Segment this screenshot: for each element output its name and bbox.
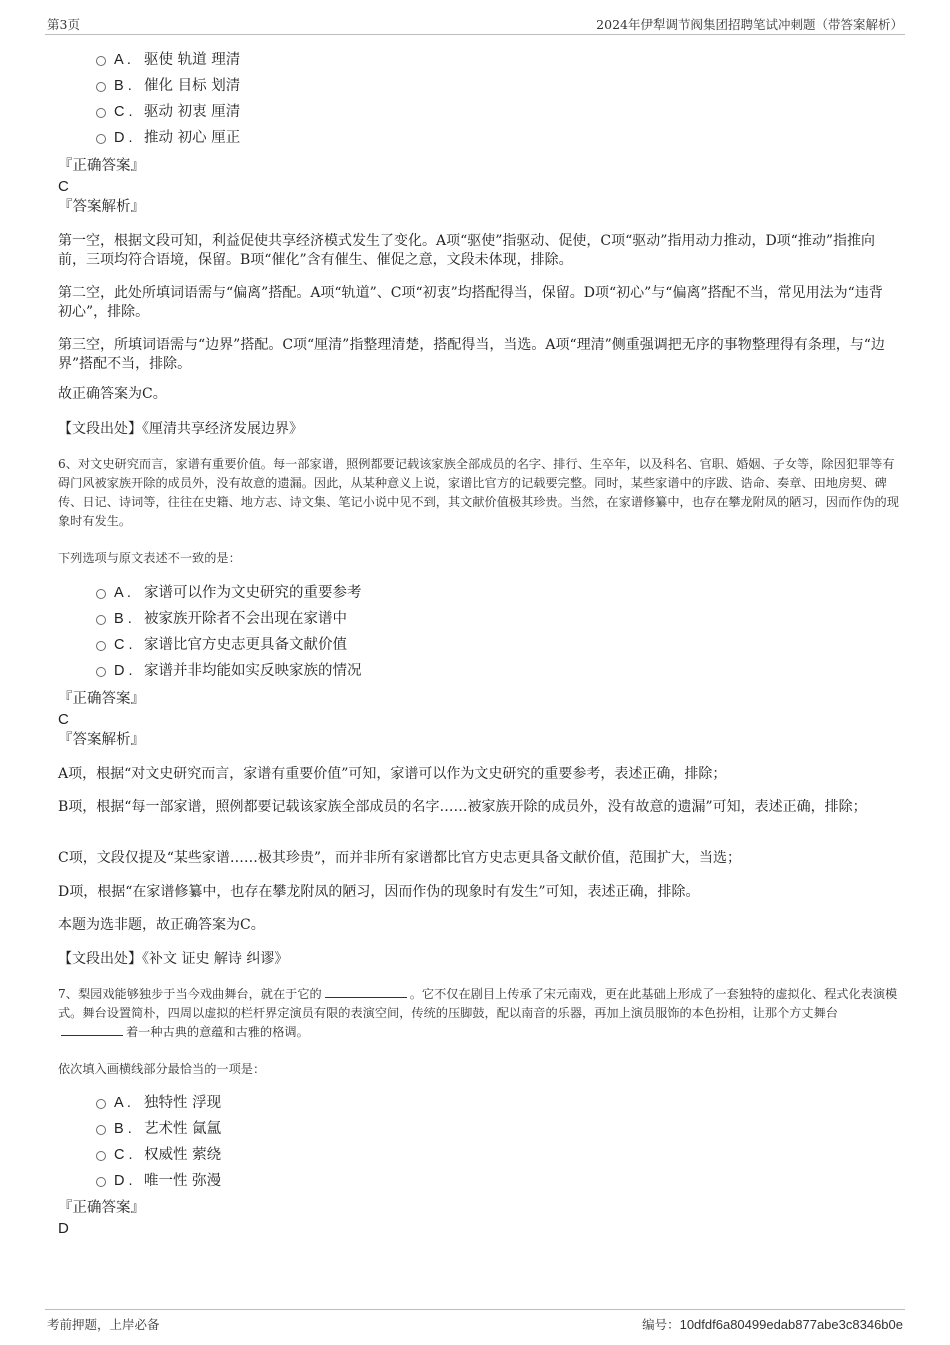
q7-options	[96, 1090, 221, 1194]
analysis-paragraph: 第一空，根据文段可知，利益促使共享经济模式发生了变化。A项“驱使”指驱动、促使，C项“驱动”指用动力推动，D项“推动”指推向前，三项均符合语境，保留。B项“催化”含有催生、催促之意，文段未体现，排除。	[58, 233, 875, 268]
radio-icon[interactable]	[96, 108, 106, 118]
document-title: 2024年伊犁调节阀集团招聘笔试冲刺题（带答案解析）	[596, 17, 903, 32]
analysis-paragraph: D项，根据“在家谱修纂中，也存在攀龙附凤的陋习，因而作伪的现象时有发生”可知，表述正确，排除。	[58, 884, 700, 900]
source-citation: 【文段出处】《厘清共享经济发展边界》	[58, 421, 303, 437]
question-text: 7、梨园戏能够独步于当今戏曲舞台，就在于它的 。它不仅在剧目上传承了宋元南戏，更在此基础上形成了一套独特的虚拟化、程式化表演模式。舞台设置简朴，四周以虚拟的栏杆界定演员有限的表演空间，传统的压脚鼓，配以南音的乐器，再加上演员服饰的本色扮相，让那个方丈舞台着一种古典的意蕴和古雅的格调。	[58, 987, 898, 1039]
answer-value: C	[58, 711, 69, 728]
analysis-label: 『答案解析』	[58, 732, 145, 748]
analysis-paragraph: 第二空，此处所填词语需与“偏离”搭配。A项“轨道”、C项“初衷”均搭配得当，保留。D项“初心”与“偏离”搭配不当，常见用法为“违背初心”，排除。	[58, 285, 883, 320]
option-a[interactable]: A . 家谱可以作为文史研究的重要参考	[96, 580, 362, 606]
radio-icon[interactable]	[96, 615, 106, 625]
option-a[interactable]: A . 独特性 浮现	[96, 1090, 221, 1116]
option-d[interactable]: D . 家谱并非均能如实反映家族的情况	[96, 658, 362, 684]
option-b[interactable]: B . 催化 目标 划清	[96, 73, 240, 99]
footer-slogan: 考前押题，上岸必备	[47, 1317, 160, 1332]
radio-icon[interactable]	[96, 1177, 106, 1187]
radio-icon[interactable]	[96, 1151, 106, 1161]
radio-icon[interactable]	[96, 667, 106, 677]
option-a[interactable]: A . 驱使 轨道 理清	[96, 47, 240, 73]
document-code: 编号：10dfdf6a80499edab877abe3c8346b0e	[642, 1317, 903, 1332]
source-citation: 【文段出处】《补文 证史 解诗 纠谬》	[58, 951, 289, 967]
analysis-paragraph: 故正确答案为C。	[58, 386, 167, 402]
option-b[interactable]: B . 被家族开除者不会出现在家谱中	[96, 606, 362, 632]
page-number: 第3页	[47, 17, 80, 32]
q7-answer-block	[58, 1199, 145, 1240]
q5-answer-block	[58, 157, 145, 218]
analysis-paragraph: 第三空，所填词语需与“边界”搭配。C项“厘清”指整理清楚，搭配得当，当选。A项“理清”侧重强调把无序的事物整理得有条理，与“边界”搭配不当，排除。	[58, 337, 885, 372]
radio-icon[interactable]	[96, 82, 106, 92]
question-prompt: 依次填入画横线部分最恰当的一项是：	[58, 1062, 266, 1076]
fill-blank	[61, 1024, 123, 1036]
question-prompt: 下列选项与原文表述不一致的是：	[58, 551, 241, 565]
option-c[interactable]: C . 驱动 初衷 厘清	[96, 99, 240, 125]
page-header	[45, 14, 905, 35]
analysis-paragraph: C项，文段仅提及“某些家谱……极其珍贵”，而并非所有家谱都比官方史志更具备文献价值，范围扩大，当选；	[58, 850, 742, 866]
radio-icon[interactable]	[96, 134, 106, 144]
analysis-paragraph: 本题为选非题，故正确答案为C。	[58, 917, 265, 933]
answer-label: 『正确答案』	[58, 691, 145, 707]
fill-blank	[325, 986, 407, 998]
q5-options	[96, 47, 240, 151]
q6-options	[96, 580, 362, 684]
answer-value: D	[58, 1220, 69, 1237]
question-text: 6、对文史研究而言，家谱有重要价值。每一部家谱，照例都要记载该家族全部成员的名字、排行、生卒年，以及科名、官职、婚姻、子女等，除因犯罪等有碍门风被家族开除的成员外，没有故意的遗漏。因此，从某种意义上说，家谱比官方的记载要完整。同时，某些家谱中的序跋、诰命、奏章、田地房契、碑传、日记、诗词等，往往在史籍、地方志、诗文集、笔记小说中见不到，其文献价值极其珍贵。当然，在家谱修纂中，也存在攀龙附凤的陋习，因而作伪的现象时有发生。	[58, 457, 899, 528]
radio-icon[interactable]	[96, 1125, 106, 1135]
analysis-paragraph: A项，根据“对文史研究而言，家谱有重要价值”可知，家谱可以作为文史研究的重要参考，表述正确，排除；	[58, 766, 727, 782]
radio-icon[interactable]	[96, 589, 106, 599]
radio-icon[interactable]	[96, 641, 106, 651]
option-d[interactable]: D . 唯一性 弥漫	[96, 1168, 221, 1194]
option-d[interactable]: D . 推动 初心 厘正	[96, 125, 240, 151]
analysis-label: 『答案解析』	[58, 199, 145, 215]
option-c[interactable]: C . 权威性 萦绕	[96, 1142, 221, 1168]
option-b[interactable]: B . 艺术性 氤氲	[96, 1116, 221, 1142]
answer-label: 『正确答案』	[58, 158, 145, 174]
q6-answer-block	[58, 690, 145, 751]
analysis-paragraph: B项，根据“每一部家谱，照例都要记载该家族全部成员的名字……被家族开除的成员外，没有故意的遗漏”可知，表述正确，排除；	[58, 799, 867, 815]
page-footer	[45, 1309, 905, 1334]
answer-label: 『正确答案』	[58, 1200, 145, 1216]
radio-icon[interactable]	[96, 56, 106, 66]
answer-value: C	[58, 178, 69, 195]
option-c[interactable]: C . 家谱比官方史志更具备文献价值	[96, 632, 362, 658]
radio-icon[interactable]	[96, 1099, 106, 1109]
